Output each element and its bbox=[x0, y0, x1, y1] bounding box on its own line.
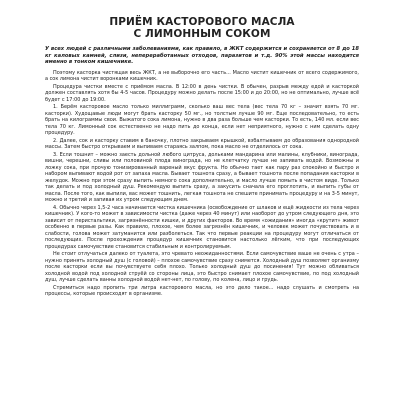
title-line-1: ПРИЁМ КАСТОРОВОГО МАСЛА bbox=[109, 16, 295, 28]
body-paragraph: Поэтому касторка чистящая весь ЖКТ, а не выборочно его часть... Масло чистит кишечник от всего содержимого, а сок лимона чистит воронками кишечник. bbox=[45, 69, 359, 83]
body-paragraph: 3. Если тошнит – можно заесть дольной любого цитруса, дольками мандарина или малины, клубники, винограда, вишни, черешни, сливы или половиной плода винограда, но не клетчатку лучше не запивать водой. Возможны и ложку сока, при прочую тонизированный вареный вкус фрукта. Но обычно тает как пару раз спокойно и быстро и набором выпивают водой рот от запаха масла. Бывает тошнота сразу, а бывает тошнота после попадания касторки в желудок. Можно при этом сразу выпить немного сока дополнительно, и масло лучше помыть в чистом виде. Только так делать и под холодный душ. Рекомендую выпить сразу, а закусить сначала его проглотить, и выпить губы от масла. После того, как выпили, вас может тошнить, легкая тошнота не спешите принимать процедуру и на 3-5 минут, можно и третий и запивая их утром следующим днем. bbox=[45, 151, 359, 204]
title-line-2: С ЛИМОННЫМ СОКОМ bbox=[133, 28, 271, 40]
body-paragraph: 2. Далее, сок и касторку ставим в баночку, плотно закрываем крышкой, взбалтываем до образования однородной массы. Затем быстро открываем и выпиваем стараясь залпом, пока масло не отделилось от сока. bbox=[45, 137, 359, 151]
body-paragraph: Стремиться надо пропить три литра касторового масла, но это дело такое... надо слушать и смотреть на процессы, которые происходят в организме. bbox=[45, 284, 359, 298]
body-paragraph: Не стоит отлучаться далеко от туалета, это чревато неожиданностями. Если самочувствие ваше не очень с утра – нужно принять холодный душ (с головой) – плохое самочувствие сразу снимется. Холодный душ позволяет организму после касторки если вы почувствуете себя плохо. Только холодный душ до посинения! Тут можно обливаться холодной водой под холодной струёй со стороны лица, это быстро снимает плохое самочувствие, по под холодный душ, лучше сделать ванны холодной водой нет-нет, по голову, по колена, лицо и грудь. bbox=[45, 251, 359, 284]
document-page bbox=[43, 6, 361, 394]
body-paragraph: 4. Обычно через 1,5-2 часа начинается чистка кишечника (освобождение от шлаков и ещё жидкости из тела через кишечник). У кого-то может в зависимости чистка (даже через 40 минут) или наоборот до утром следующего дня, это зависит от перистальтики, загрязнённости кишки, и других факторов. Во время «ожидания» иногда «крутит» живот особенно в первые разы. Как правило, плохое, чем более загрязнён кишечник, и человек может почувствовать и в слабости, голова может затуманится или разболеться. Так что первые реакции на процедуру могут отличаться от последующих. После прохождения процедур кишечник становится настолько лёгким, что при последующих процедурах самочувствие становится стабильным и контролируемым. bbox=[45, 204, 359, 250]
intro-paragraph: У всех людей с различными заболеваниями, как правило, в ЖКТ содержится и сохраняется от 8 до 18 кг каловых камней, слизи, непереработанных отходов, паразитов и т.д. 90% этой массы находится именно в тонком кишечнике. bbox=[45, 46, 359, 66]
body-paragraph: Процедура чистки вместе с приёмом масла. В 12:00 в день чистки. В обычен, разрыв между едой и касторкой должен составлять хотя бы 4-5 часов. Процедуру можно делать после 15:00 и до 20:00, но не оптимально, лучше всё будет с 17:00 до 19:00. bbox=[45, 83, 359, 103]
body-paragraph: 1. Берём касторовое масло только миллиграмм, сколько ваш вес тела (вес тела 70 кг – значит взять 70 мг. касторки). Худощавые люди могут брать касторку 50 мг., но толстым лучше 90 мг. Еще последовательно, то есть брать на килограммы свои. Выжатого сока лимона, нужно в два раза больше чем касторки. То есть, 140 мл. если вес тела 70 кг. Лимонный сок естественно не надо пить до конца, если нет неприятного, нужно с ним сделать одну процедуру. bbox=[45, 104, 359, 137]
document-title bbox=[43, 16, 361, 40]
